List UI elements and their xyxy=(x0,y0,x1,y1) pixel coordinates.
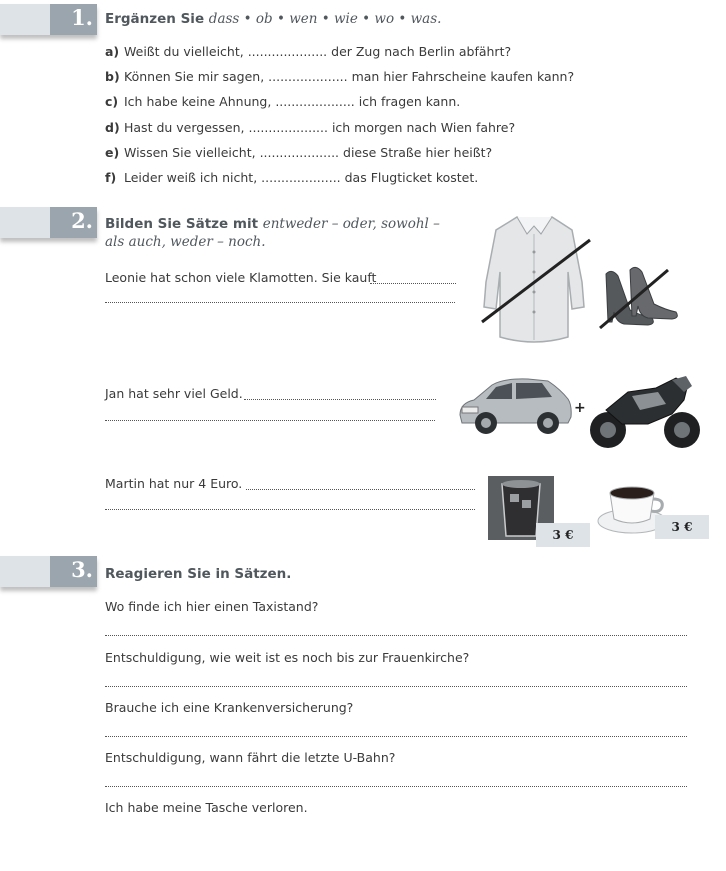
exercise-3-question: Brauche ich eine Krankenversicherung? xyxy=(105,700,354,715)
plus-sign: + xyxy=(574,400,586,416)
exercise-3-question: Entschuldigung, wann fährt die letzte U-Bahn? xyxy=(105,750,396,765)
answer-blank[interactable]: .................... xyxy=(259,144,340,160)
answer-blank[interactable]: .................... xyxy=(268,69,348,85)
answer-line[interactable] xyxy=(105,635,687,636)
item-letter: e) xyxy=(105,144,120,160)
item-text-after: ich fragen kann. xyxy=(354,94,461,110)
answer-line[interactable] xyxy=(105,786,687,787)
exercise-2-sentence-1: Leonie hat schon viele Klamotten. Sie kauft xyxy=(105,270,377,285)
item-text-after: der Zug nach Berlin abfährt? xyxy=(327,44,512,59)
item-text-after: man hier Fahrscheine kaufen kann? xyxy=(347,69,575,85)
item-text-before: Hast du vergessen, xyxy=(124,119,249,135)
item-letter: f) xyxy=(105,170,117,185)
answer-line[interactable] xyxy=(105,420,435,421)
answer-line[interactable] xyxy=(246,489,475,490)
answer-line[interactable] xyxy=(105,686,687,687)
item-letter: a) xyxy=(105,44,120,59)
item-letter: b) xyxy=(105,69,120,85)
motorbike-image xyxy=(588,370,702,452)
answer-line[interactable] xyxy=(105,509,475,510)
section-3-heading: Reagieren Sie in Sätzen. xyxy=(105,566,292,582)
section-1-heading: Ergänzen Sie dass • ob • wen • wie • wo • was. xyxy=(105,11,442,27)
section-2-number: 2. xyxy=(71,208,93,233)
answer-blank[interactable]: .................... xyxy=(275,94,355,110)
exercise-2-sentence-3: Martin hat nur 4 Euro. xyxy=(105,476,243,491)
section-1-number-box xyxy=(0,4,97,35)
exercise-2-sentence-2: Jan hat sehr viel Geld. xyxy=(105,386,243,401)
answer-line[interactable] xyxy=(244,399,436,400)
item-letter: c) xyxy=(105,94,119,110)
item-text-before: Wissen Sie vielleicht, xyxy=(124,144,260,160)
car-image xyxy=(456,375,574,437)
answer-line[interactable] xyxy=(105,302,455,303)
section-1-conjunctions: dass • ob • wen • wie • wo • was. xyxy=(208,11,442,27)
item-text-before: Können Sie mir sagen, xyxy=(124,69,269,85)
shoes-image xyxy=(598,262,682,332)
exercise-1-item xyxy=(105,121,515,135)
item-text-after: ich morgen nach Wien fahre? xyxy=(327,119,516,135)
section-2-heading: Bilden Sie Sätze mit entweder – oder, sowohl – als auch, weder – noch. xyxy=(105,216,440,250)
item-text-before: Ich habe keine Ahnung, xyxy=(124,94,276,110)
answer-line[interactable] xyxy=(370,283,456,284)
exercise-1-item xyxy=(105,146,492,160)
item-text-after: diese Straße hier heißt? xyxy=(339,144,493,160)
answer-blank[interactable]: .................... xyxy=(247,44,328,59)
exercise-3-question: Wo finde ich hier einen Taxistand? xyxy=(105,599,319,614)
price-tag: 3 € xyxy=(655,515,709,539)
item-text-after: das Flugticket kostet. xyxy=(340,170,479,185)
answer-blank[interactable]: .................... xyxy=(248,119,328,135)
section-3-number: 3. xyxy=(71,557,93,582)
exercise-1-item xyxy=(105,70,574,84)
section-2-number-box xyxy=(0,207,97,238)
exercise-1-item xyxy=(105,45,511,59)
item-text-before: Weißt du vielleicht, xyxy=(124,44,248,59)
exercise-3-question: Entschuldigung, wie weit ist es noch bis zur Frauenkirche? xyxy=(105,650,470,665)
exercise-3-question: Ich habe meine Tasche verloren. xyxy=(105,800,308,815)
exercise-1-item xyxy=(105,95,460,109)
answer-blank[interactable]: .................... xyxy=(261,170,341,185)
exercise-1-item xyxy=(105,171,478,185)
price-tag: 3 € xyxy=(536,523,590,547)
item-text-before: Leider weiß ich nicht, xyxy=(124,170,262,185)
section-3-number-box xyxy=(0,556,97,587)
blouse-image xyxy=(472,212,597,347)
answer-line[interactable] xyxy=(105,736,687,737)
section-1-number: 1. xyxy=(71,5,93,30)
item-letter: d) xyxy=(105,119,120,135)
